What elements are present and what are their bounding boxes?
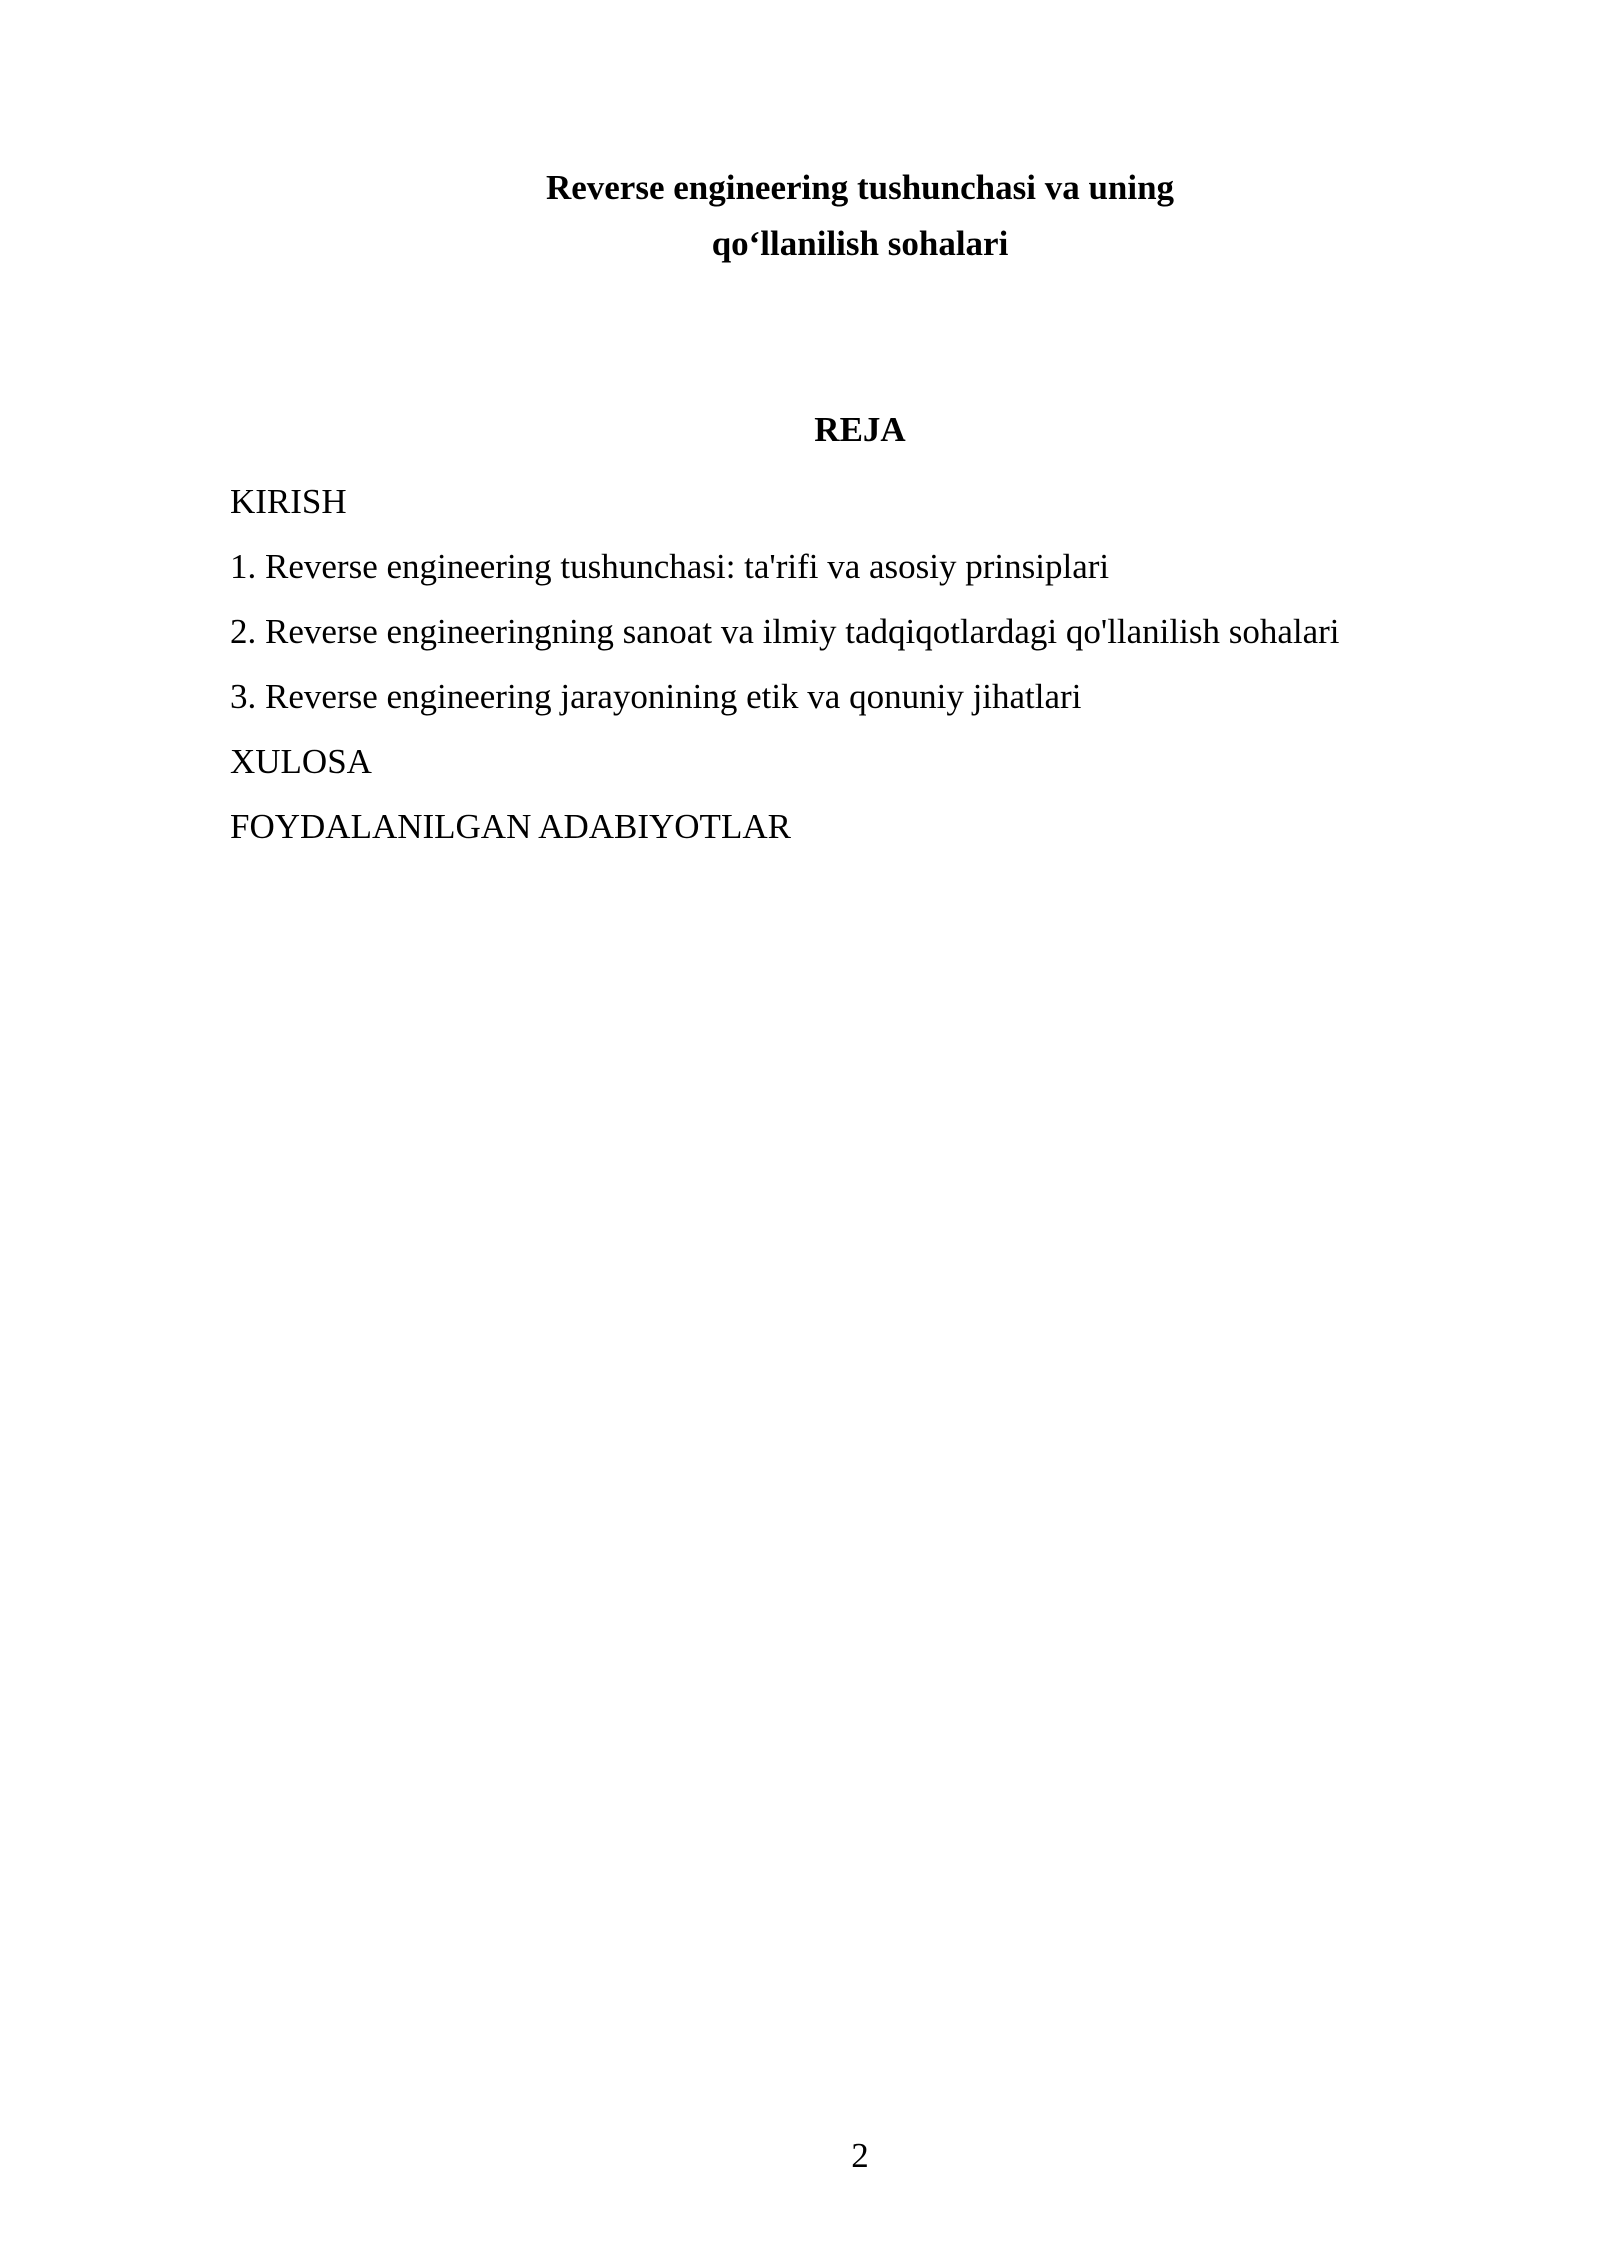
plan-item-1: 1. Reverse engineering tushunchasi: ta'rifi va asosiy prinsiplari [230,547,1110,586]
plan-item-introduction: KIRISH [230,482,347,521]
document-title [0,160,1600,272]
page-number [0,2128,1600,2184]
plan-list [230,474,1340,864]
document-title-line-2: qo‘llanilish sohalari [711,224,1009,263]
plan-heading [0,402,1600,458]
page-number-text: 2 [851,2136,869,2175]
plan-item-2: 2. Reverse engineeringning sanoat va ilmiy tadqiqotlardagi qo'llanilish sohalari [230,612,1340,651]
plan-heading-text: REJA [814,410,906,449]
plan-item-conclusion: XULOSA [230,742,372,781]
plan-item-references: FOYDALANILGAN ADABIYOTLAR [230,807,791,846]
plan-item-3: 3. Reverse engineering jarayonining etik va qonuniy jihatlari [230,677,1082,716]
document-title-line-1: Reverse engineering tushunchasi va uning [545,168,1175,207]
